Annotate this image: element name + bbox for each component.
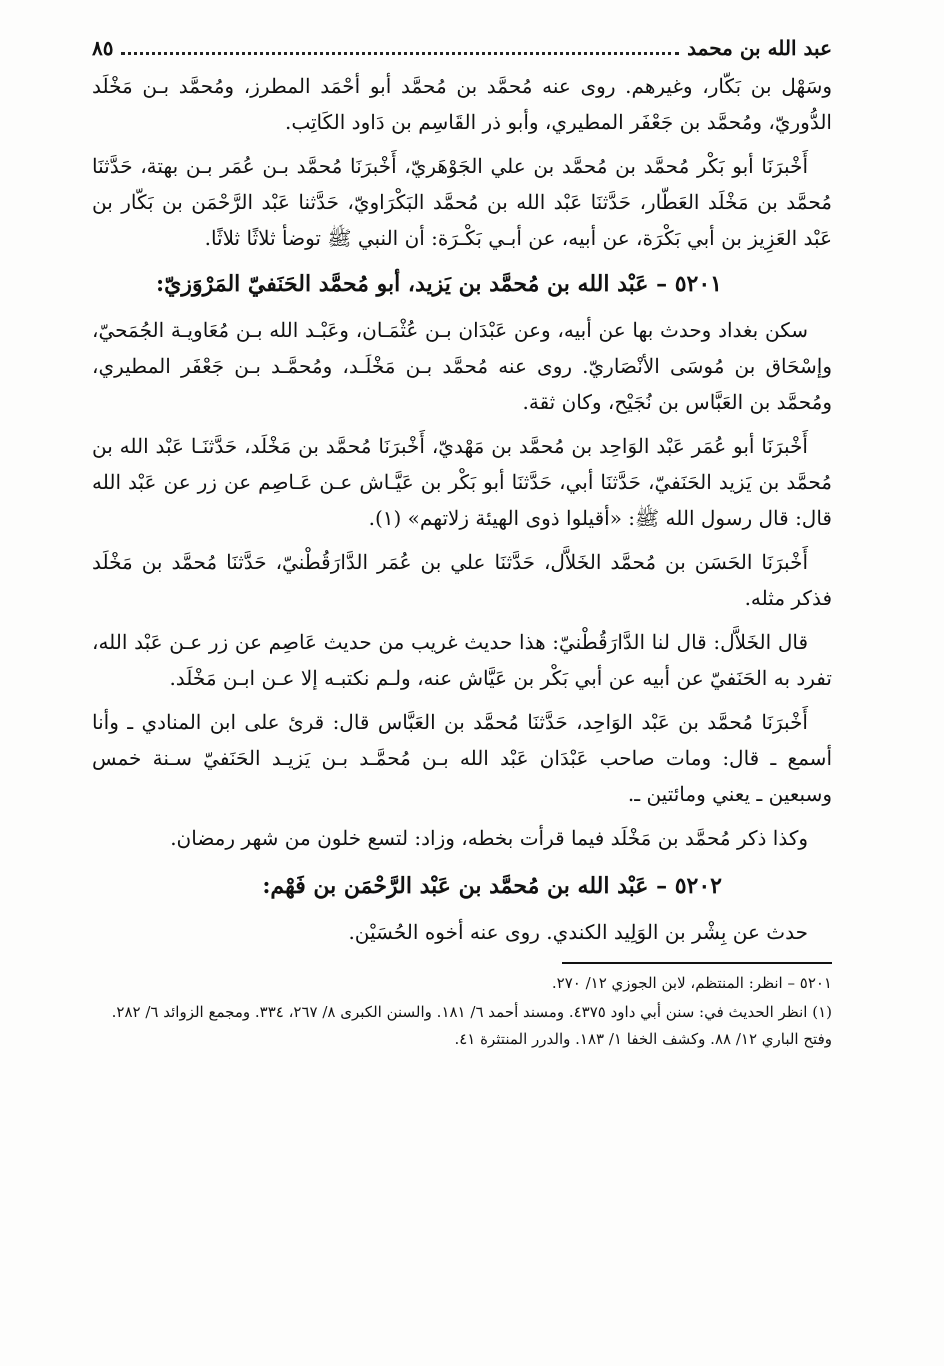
footnote-separator (562, 962, 832, 964)
footnote-2: (١) انظر الحديث في: سنن أبي داود ٤٣٧٥. ومسند أحمد ٦/ ١٨١. والسنن الكبرى ٨/ ٢٦٧، ٣٣٤. ومجمع الزوائد ٦/ ٢٨٢. وفتح الباري ١٢/ ٨٨. وكشف الخفا ١/ ١٨٣. والدرر المنتثرة ٤١. (111, 1003, 832, 1048)
running-title: عبد الله بن محمد (687, 36, 832, 60)
header-dot-leader (121, 42, 679, 55)
paragraph-3: سكن بغداد وحدث بها عن أبيه، وعن عَبْدَان بـن عُثْمَـان، وعَبْـد الله بـن مُعَاويـة الجُمَحيّ، وإسْحَاق بن مُوسَى الأنْصَاريّ. روى عنه مُحمَّد بـن مَخْلَـد، ومُحمَّـد بـن جَعْفَر المطيري، ومُحمَّد بن العَبَّاس بن نُجَيْح، وكان ثقة. (92, 318, 832, 414)
footnote-1: ٥٢٠١ – انظر: المنتظم، لابن الجوزي ١٢/ ٢٧٠. (551, 974, 832, 992)
book-page (92, 28, 832, 1338)
page-header (92, 28, 832, 68)
footnotes (92, 970, 832, 1053)
entry-title-5202: ٥٢٠٢ – عَبْد الله بن مُحمَّد بن عَبْد الرَّحْمَن بن فَهْم: (262, 873, 722, 899)
paragraph-5: أَخْبرَنَا الحَسَن بن مُحمَّد الخَلاَّل، حَدَّثنَا علي بن عُمَر الدَّارَقُطْنيّ، حَدَّثنَا مُحمَّد بن مَخْلَد فذكر مثله. (92, 550, 832, 610)
paragraph-8: وكذا ذكر مُحمَّد بن مَخْلَد فيما قرأت بخطه، وزاد: لتسع خلون من شهر رمضان. (170, 826, 808, 850)
page-number: ٨٥ (92, 36, 114, 60)
paragraph-2: أَخْبرَنَا أبو بَكْر مُحمَّد بن مُحمَّد بن علي الجَوْهَريّ، أَخْبرَنَا مُحمَّد بـن عُمَر بـن بهتة، حَدَّثنَا مُحمَّد بن مَخْلَد العَطّار، حَدَّثنَا عَبْد الله بن مُحمَّد البَكْرَاويّ، حَدَّثنا عَبْد الرَّحْمَن بن بَكّار بن عَبْد العَزِيز بن أبي بَكْرَة، عن أبيه، عن أبـي بَكْـرَة: أن النبي ﷺ توضأ ثلاثًا ثلاثًا. (92, 154, 832, 250)
paragraph-4: أَخْبرَنَا أبو عُمَر عَبْد الوَاحِد بن مُحمَّد بن مَهْديّ، أَخْبرَنَا مُحمَّد بن مَخْلَد، حَدَّثنَـا عَبْد الله بن مُحمَّد بن يَزيد الحَنَفيّ، حَدَّثنَا أبي، حَدَّثنَا أبو بَكْر بن عَيَّـاش عـن عَـاصِم عن زر عن عَبْد الله قال: قال رسول الله ﷺ: «أقيلوا ذوى الهيئة زلاتهم» (١). (92, 434, 832, 530)
entry-title-5201: ٥٢٠١ – عَبْد الله بن مُحمَّد بن يَزيد، أبو مُحمَّد الحَنَفيّ المَرْوَزيّ: (156, 271, 722, 297)
paragraph-6: قال الخَلاَّل: قال لنا الدَّارَقُطْنيّ: هذا حديث غريب من حديث عَاصِم عن زر عـن عَبْد الله، تفرد به الحَنَفيّ عن أبيه عن أبي بَكْر بن عَيَّاش عنه، ولـم نكتبـه إلا عـن ابـن مَخْلَد. (92, 630, 832, 690)
paragraph-9: حدث عن بِشْر بن الوَلِيد الكندي. روى عنه أخوه الحُسَيْن. (348, 920, 808, 944)
paragraph-7: أَخْبرَنَا مُحمَّد بن عَبْد الوَاحِد، حَدَّثنَا مُحمَّد بن العَبَّاس قال: قرئ على ابن المنادي ـ وأنا أسمع ـ قال: ومات صاحب عَبْدَان عَبْد الله بـن مُحمَّـد بـن يَزيـد الحَنَفيّ سـنة خمس وسبعين ـ يعني ومائتين ـ. (92, 710, 832, 806)
paragraph-1: وسَهْل بن بَكّار، وغيرهم. روى عنه مُحمَّد بن مُحمَّد أبو أحْمَد المطرز، ومُحمَّد بـن مَخْلَد الدُّوريّ، ومُحمَّد بن جَعْفَر المطيري، وأبو ذر القَاسِم بن دَاود الكَاتِب. (92, 74, 832, 134)
